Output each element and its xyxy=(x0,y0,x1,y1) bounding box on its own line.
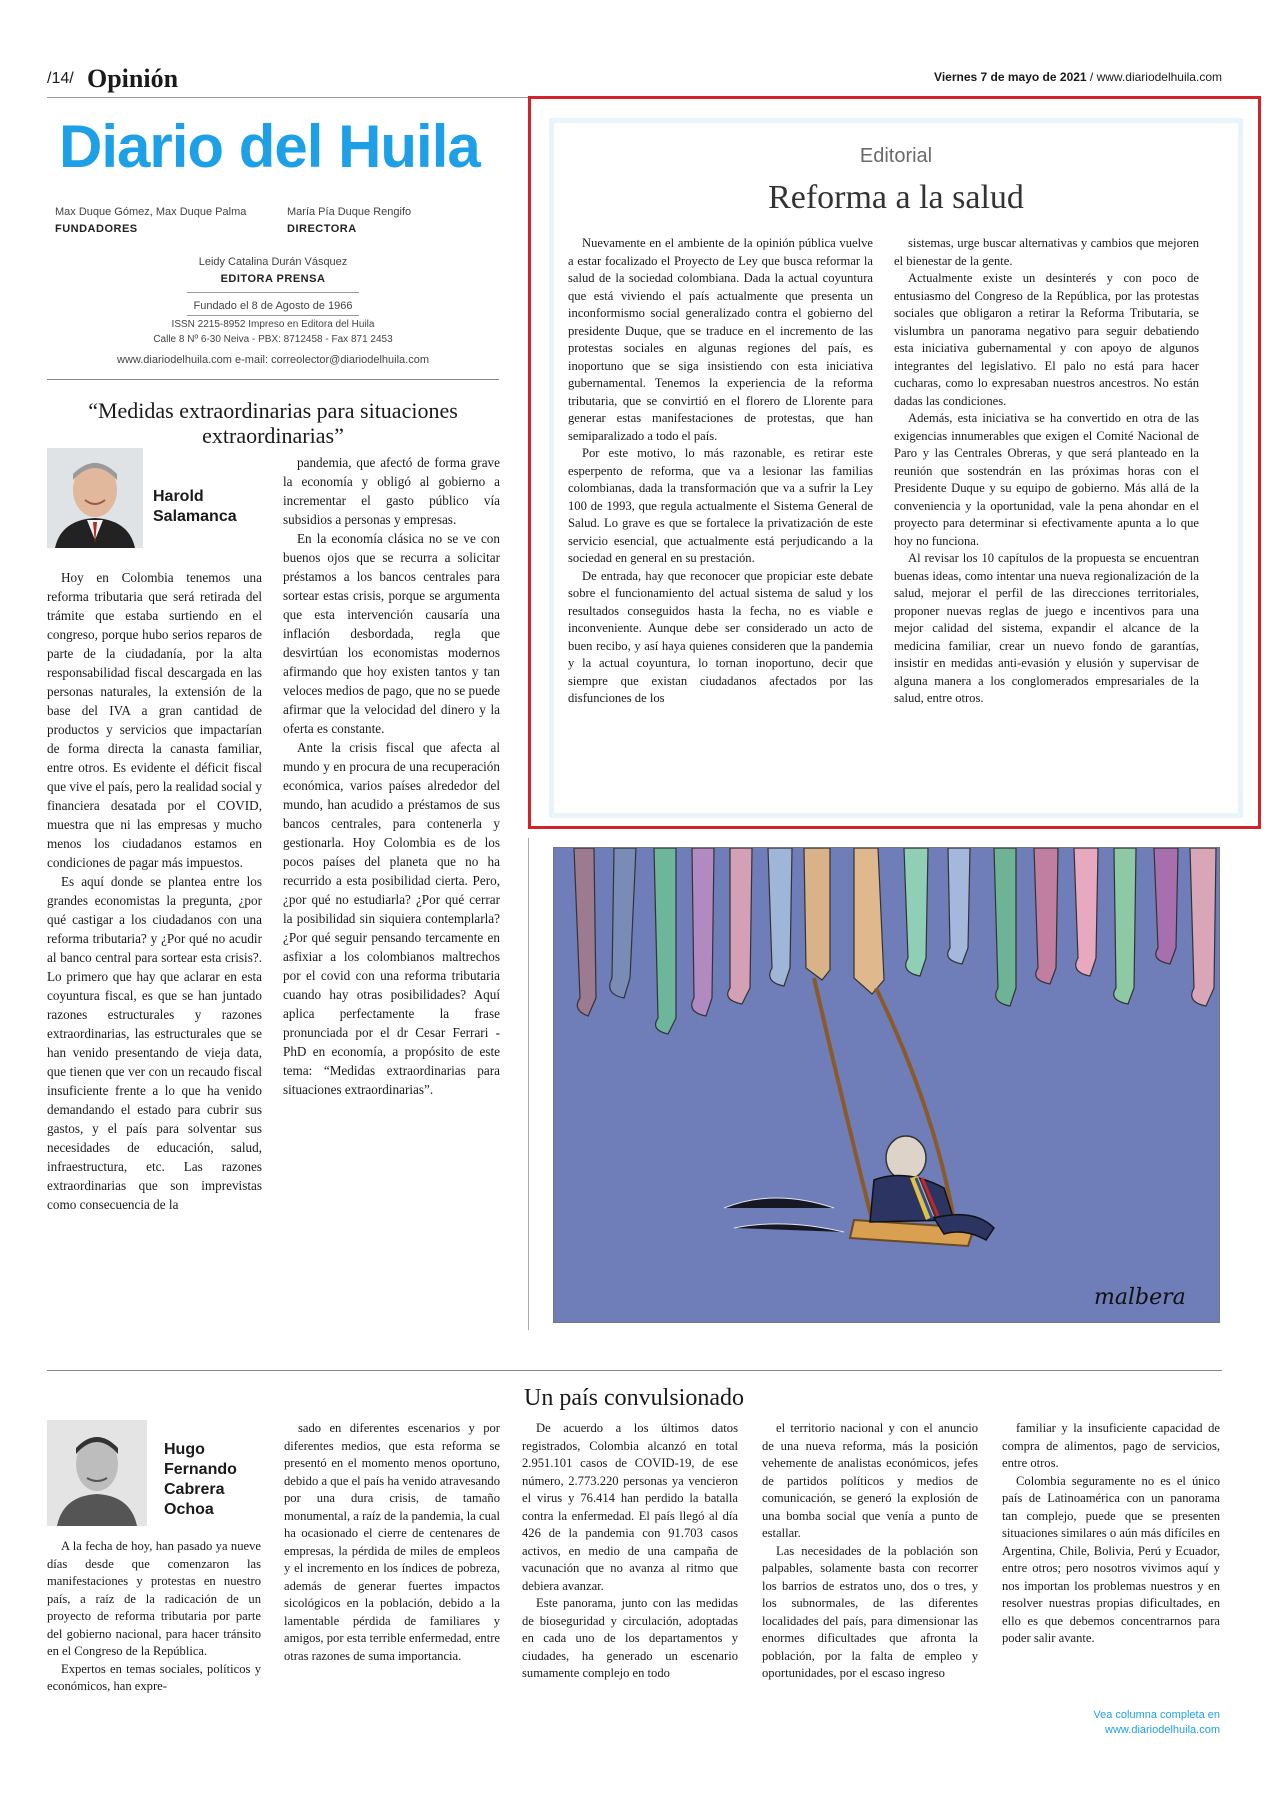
site-url[interactable]: / www.diariodelhuila.com xyxy=(1086,70,1222,84)
director-name: María Pía Duque Rengifo xyxy=(287,206,412,218)
portrait-image xyxy=(47,448,143,548)
founders-names: Max Duque Gómez, Max Duque Palma xyxy=(55,206,247,218)
paragraph: sistemas, urge buscar alternativas y cambios que mejoren el bienestar de la gente. xyxy=(894,236,1199,268)
address-line: Calle 8 Nº 6-30 Neiva - PBX: 8712458 - Fax 871 2453 xyxy=(153,334,393,345)
founders-role: FUNDADORES xyxy=(55,223,138,235)
column-text-left xyxy=(47,568,262,1214)
paragraph: De acuerdo a los últimos datos registrados, Colombia alcanzó en total 2.951.101 casos de COVID-19, de ese número, 2.773.220 personas ya vencieron el virus y 76.414 han perdido la batalla contra la enfermedad. El país llegó al día 426 de la pandemia con 91.703 casos activos, en medio de una campaña de vacunación que no avanza al ritmo que debiera avanzar. xyxy=(522,1421,738,1593)
director-role: DIRECTORA xyxy=(287,223,357,235)
editorial-title: Reforma a la salud xyxy=(768,179,1024,216)
issue-date xyxy=(934,70,1222,84)
paragraph: Nuevamente en el ambiente de la opinión pública vuelve a estar focalizado el Proyecto de Ley que busca reformar la salud de la sociedad colombiana. Dada la actual coyuntura que está viviendo el país actualmente que presenta un inconformismo social generalizado contra el gobierno del presidente Duque, que se traduce en el incremento de las protestas sociales en algunas regiones del país, es inoportuno que se siga insistiendo con esta iniciativa gubernamental. Tenemos la experiencia de la reforma tributaria, que se convirtió en el florero de Llorente para generar estas manifestaciones de protestas, que han semiparalizado a todo el país. xyxy=(568,236,873,443)
masthead-divider xyxy=(187,315,359,316)
editorial-box xyxy=(549,118,1243,818)
editorial-cartoon xyxy=(553,847,1220,1323)
section-divider xyxy=(47,1370,1222,1371)
paragraph: Al revisar los 10 capítulos de la propuesta se encuentran buenas ideas, como intentar una nueva regionalización de la salud, mejorar el perfil de las direcciones territoriales, proponer nuevas reglas de juego e incentivos para una mejor calidad del sistema, expandir el alcance de la medicina familiar, crear un nuevo fondo de garantías, insistir en medidas anti-evasión y elusión y supervisar de alguna manera a los conglomerados empresariales de la salud, entre otros. xyxy=(894,551,1199,705)
paragraph: Expertos en temas sociales, políticos y económicos, han expre- xyxy=(47,1661,261,1693)
read-more-text: Vea columna completa en xyxy=(1093,1709,1220,1721)
paragraph: pandemia, que afectó de forma grave la economía y obligó al gobierno a incrementar el gasto público vía subsidios a personas y empresas. xyxy=(283,455,500,527)
masthead xyxy=(47,112,499,378)
paragraph: Las necesidades de la población son palpables, solamente basta con recorrer los barrios de estratos uno, dos o tres, y los subnormales, de las diferentes localidades del país, para dimensionar las enormes dificultades que afronta la población, por la falta de empleo y oportunidades, por el escaso ingreso xyxy=(762,1543,978,1680)
author-name-line: Hugo xyxy=(164,1441,205,1458)
author-first-name: Harold xyxy=(153,488,204,505)
column2-text-col4 xyxy=(762,1420,978,1683)
editorial-text-right xyxy=(894,235,1199,708)
paragraph: sado en diferentes escenarios y por diferentes medios, que esta reforma se presentó en el momento menos oportuno, debido a que el país ha venido atravesando por una dura crisis, de tamaño monumental, a raíz de la pandemia, la cual ha ocasionado el cierre de centenares de empresas, la pérdida de miles de empleos y el incremento en los índices de pobreza, además de generar fuertes impactos sicológicos en la población, debido a la lamentable pérdida de familiares y amigos, por esta terrible enfermedad, entre otras razones de suma importancia. xyxy=(284,1421,500,1663)
newspaper-logo: Diario del Huila xyxy=(59,113,480,180)
paragraph: Ante la crisis fiscal que afecta al mundo y en procura de una recuperación económica, varios países alrededor del mundo, han acudido a préstamos de sus bancos centrales, para contenerla y gestionarla. Hoy Colombia es de los pocos países del planeta que no ha recurrido a esta posibilidad cierta. Pero, ¿por qué no estudiarla? ¿Por qué cerrar la posibilidad sin siquiera contemplarla? ¿Por qué seguir pensando tercamente en asfixiar a los colombianos maltrechos por el covid con una reforma tributaria cuando hay otras posibilidades? Aquí aplica perfectamente la frase pronunciada por el dr Cesar Ferrari - PhD en economía, a propósito de este tema: “Medidas extraordinarias para situaciones extraordinarias”. xyxy=(283,740,500,1097)
page-number: /14/ xyxy=(47,70,74,87)
section-name: Opinión xyxy=(87,64,179,93)
column-text-right xyxy=(283,453,500,1099)
column2-text-col5 xyxy=(1002,1420,1220,1648)
paragraph: Además, esta iniciativa se ha convertido en otra de las exigencias innumerables que exigen el Comité Nacional de Paro y las Centrales Obreras, y que será planteado en la reunión que sostendrán en las próximas horas con el Presidente Duque y su equipo de gobierno. Más allá de la conveniencia y la oportunidad, vale la pena ahondar en el proyecto para determinar si efectivamente apunta a lo que hoy no funciona. xyxy=(894,411,1199,548)
author-name-line: Ochoa xyxy=(164,1501,214,1518)
read-more-link[interactable] xyxy=(1060,1708,1220,1738)
paragraph: Este panorama, junto con las medidas de bioseguridad y circulación, adoptadas en cada uno de los departamentos y ciudades, ha generado un escenario sumamente complejo en todo xyxy=(522,1596,738,1680)
column-title: “Medidas extraordinarias para situaciones extraordinarias” xyxy=(88,398,458,448)
column-divider xyxy=(528,838,529,1330)
contact-line[interactable]: www.diariodelhuila.com e-mail: correolector@diariodelhuila.com xyxy=(117,354,429,366)
editorial-kicker: Editorial xyxy=(859,145,933,167)
editor-name: Leidy Catalina Durán Vásquez xyxy=(198,256,348,268)
paragraph: De entrada, hay que reconocer que propiciar este debate sobre el funcionamiento del actual sistema de salud y los resultados conseguidos hasta la fecha, no es viable e inconveniente. Aunque debe ser considerado un acto de buen recibo, y así haya quienes consideren que la pandemia y la actual coyuntura, lo tornan inoportuno, decir que siempre que existan ciudadanos afectados por las disfunciones de los xyxy=(568,568,873,705)
author-photo xyxy=(47,1420,147,1526)
author-photo xyxy=(47,448,143,548)
paragraph: Por este motivo, lo más razonable, es retirar este esperpento de reforma, que va a lesionar las familias colombianas, dada la transformación que va a sufrir la Ley 100 de 1993, que regula actualmente el Sistema General de Salud. Lo grave es que se fortalece la privatización de este servicio esencial, que actualmente está perjudicando a la sociedad en general en su prestación. xyxy=(568,446,873,565)
masthead-rule xyxy=(47,379,499,380)
column2-text-col1 xyxy=(47,1538,261,1696)
paragraph: Colombia seguramente no es el único país de Latinoamérica con un panorama tan complejo, puede que se presenten situaciones similares o aún más difíciles en Argentina, Chile, Bolivia, Perú y Ecuador, entre otros; pero nosotros vivimos aquí y nos importan los problemas nuestros y en resolver nuestras propias dificultades, en ello es que debemos concentrarnos para poder salir avante. xyxy=(1002,1473,1220,1645)
cartoon-drawing xyxy=(554,848,1220,1323)
cartoon-signature: malbera xyxy=(1094,1285,1186,1310)
page-header xyxy=(47,64,1222,98)
paragraph: Actualmente existe un desinterés y con poco de entusiasmo del Congreso de la República, por las protestas sociales que obligaron a retirar la Reforma Tributaria, se vislumbra un panorama negativo para seguir debatiendo esta iniciativa gubernamental y con apoyo de algunos integrantes del legislativo. El palo no está para hacer cucharas, como lo expresaban nuestros ancestros. No están dadas las condiciones. xyxy=(894,271,1199,408)
editorial-text-left xyxy=(568,235,873,708)
read-more-url[interactable]: www.diariodelhuila.com xyxy=(1105,1724,1220,1736)
column2-text-col2 xyxy=(284,1420,500,1665)
issn-line: ISSN 2215-8952 Impreso en Editora del Huila xyxy=(171,319,375,330)
author-last-name: Salamanca xyxy=(153,508,237,525)
portrait-image xyxy=(47,1420,147,1526)
author-name-line: Cabrera xyxy=(164,1481,225,1498)
column-title: Un país convulsionado xyxy=(524,1385,744,1411)
paragraph: Hoy en Colombia tenemos una reforma tributaria que será retirada del trámite que estaba surtiendo en el congreso, porque hubo serios reparos de parte de la ciudadanía, por la alta responsabilidad fiscal descargada en las personas naturales, la extensión de la base del IVA a gran cantidad de productos y servicios que impactarían de forma directa la canasta familiar, entre otros. Es evidente el déficit fiscal que vive el país, pero la realidad social y financiera desatada por el COVID, muestra que ni las empresas y mucho menos los ciudadanos estamos en condiciones de pagar más impuestos. xyxy=(47,570,262,870)
paragraph: En la economía clásica no se ve con buenos ojos que se recurra a solicitar préstamos a los bancos centrales para sortear estas crisis, porque se argumenta que esta intervención causaría una inflación desbordada, regla que desvirtúan los economistas modernos afirmando que hoy existen tantos y tan veloces medios de pago, que no se puede afirmar que la velocidad del dinero y la oferta es constante. xyxy=(283,531,500,736)
masthead-divider xyxy=(187,292,359,293)
author-name-block xyxy=(164,1440,237,1520)
paragraph: familiar y la insuficiente capacidad de compra de alimentos, pago de servicios, entre otros. xyxy=(1002,1421,1220,1470)
editor-role: EDITORA PRENSA xyxy=(220,273,326,285)
paragraph: A la fecha de hoy, han pasado ya nueve días desde que comenzaron las manifestaciones y protestas en nuestro país, a raíz de la radicación de un proyecto de reforma tributaria por parte del gobierno nacional, para hacer tránsito en el Congreso de la República. xyxy=(47,1539,261,1658)
paragraph: el territorio nacional y con el anuncio de una nueva reforma, más la posición vehemente de analistas económicos, jefes de partidos políticos y medios de comunicación, se generó la explosión de una bomba social que venía a punto de estallar. xyxy=(762,1421,978,1540)
column2-text-col3 xyxy=(522,1420,738,1683)
paragraph: Es aquí donde se plantea entre los grandes economistas la pregunta, ¿por qué castigar a los ciudadanos con una reforma tributaria? y ¿Por qué no acudir al banco central para sortear esta crisis?. Lo primero que hay que aclarar en esta coyuntura fiscal, es que se han juntado razones estructurales y razones extraordinarias, las estructurales que se han venido presentando de vieja data, que tienen que ver con un recaudo fiscal insuficiente frente a lo que ha venido demandando el estado para cubrir sus gastos, y el país para solventar sus necesidades de educación, salud, infraestructura, etc. Las razones extraordinarias que son imprevistas como consecuencia de la xyxy=(47,874,262,1212)
founded-date: Fundado el 8 de Agosto de 1966 xyxy=(193,300,353,312)
date-text: Viernes 7 de mayo de 2021 xyxy=(934,70,1087,84)
author-name-line: Fernando xyxy=(164,1461,237,1478)
